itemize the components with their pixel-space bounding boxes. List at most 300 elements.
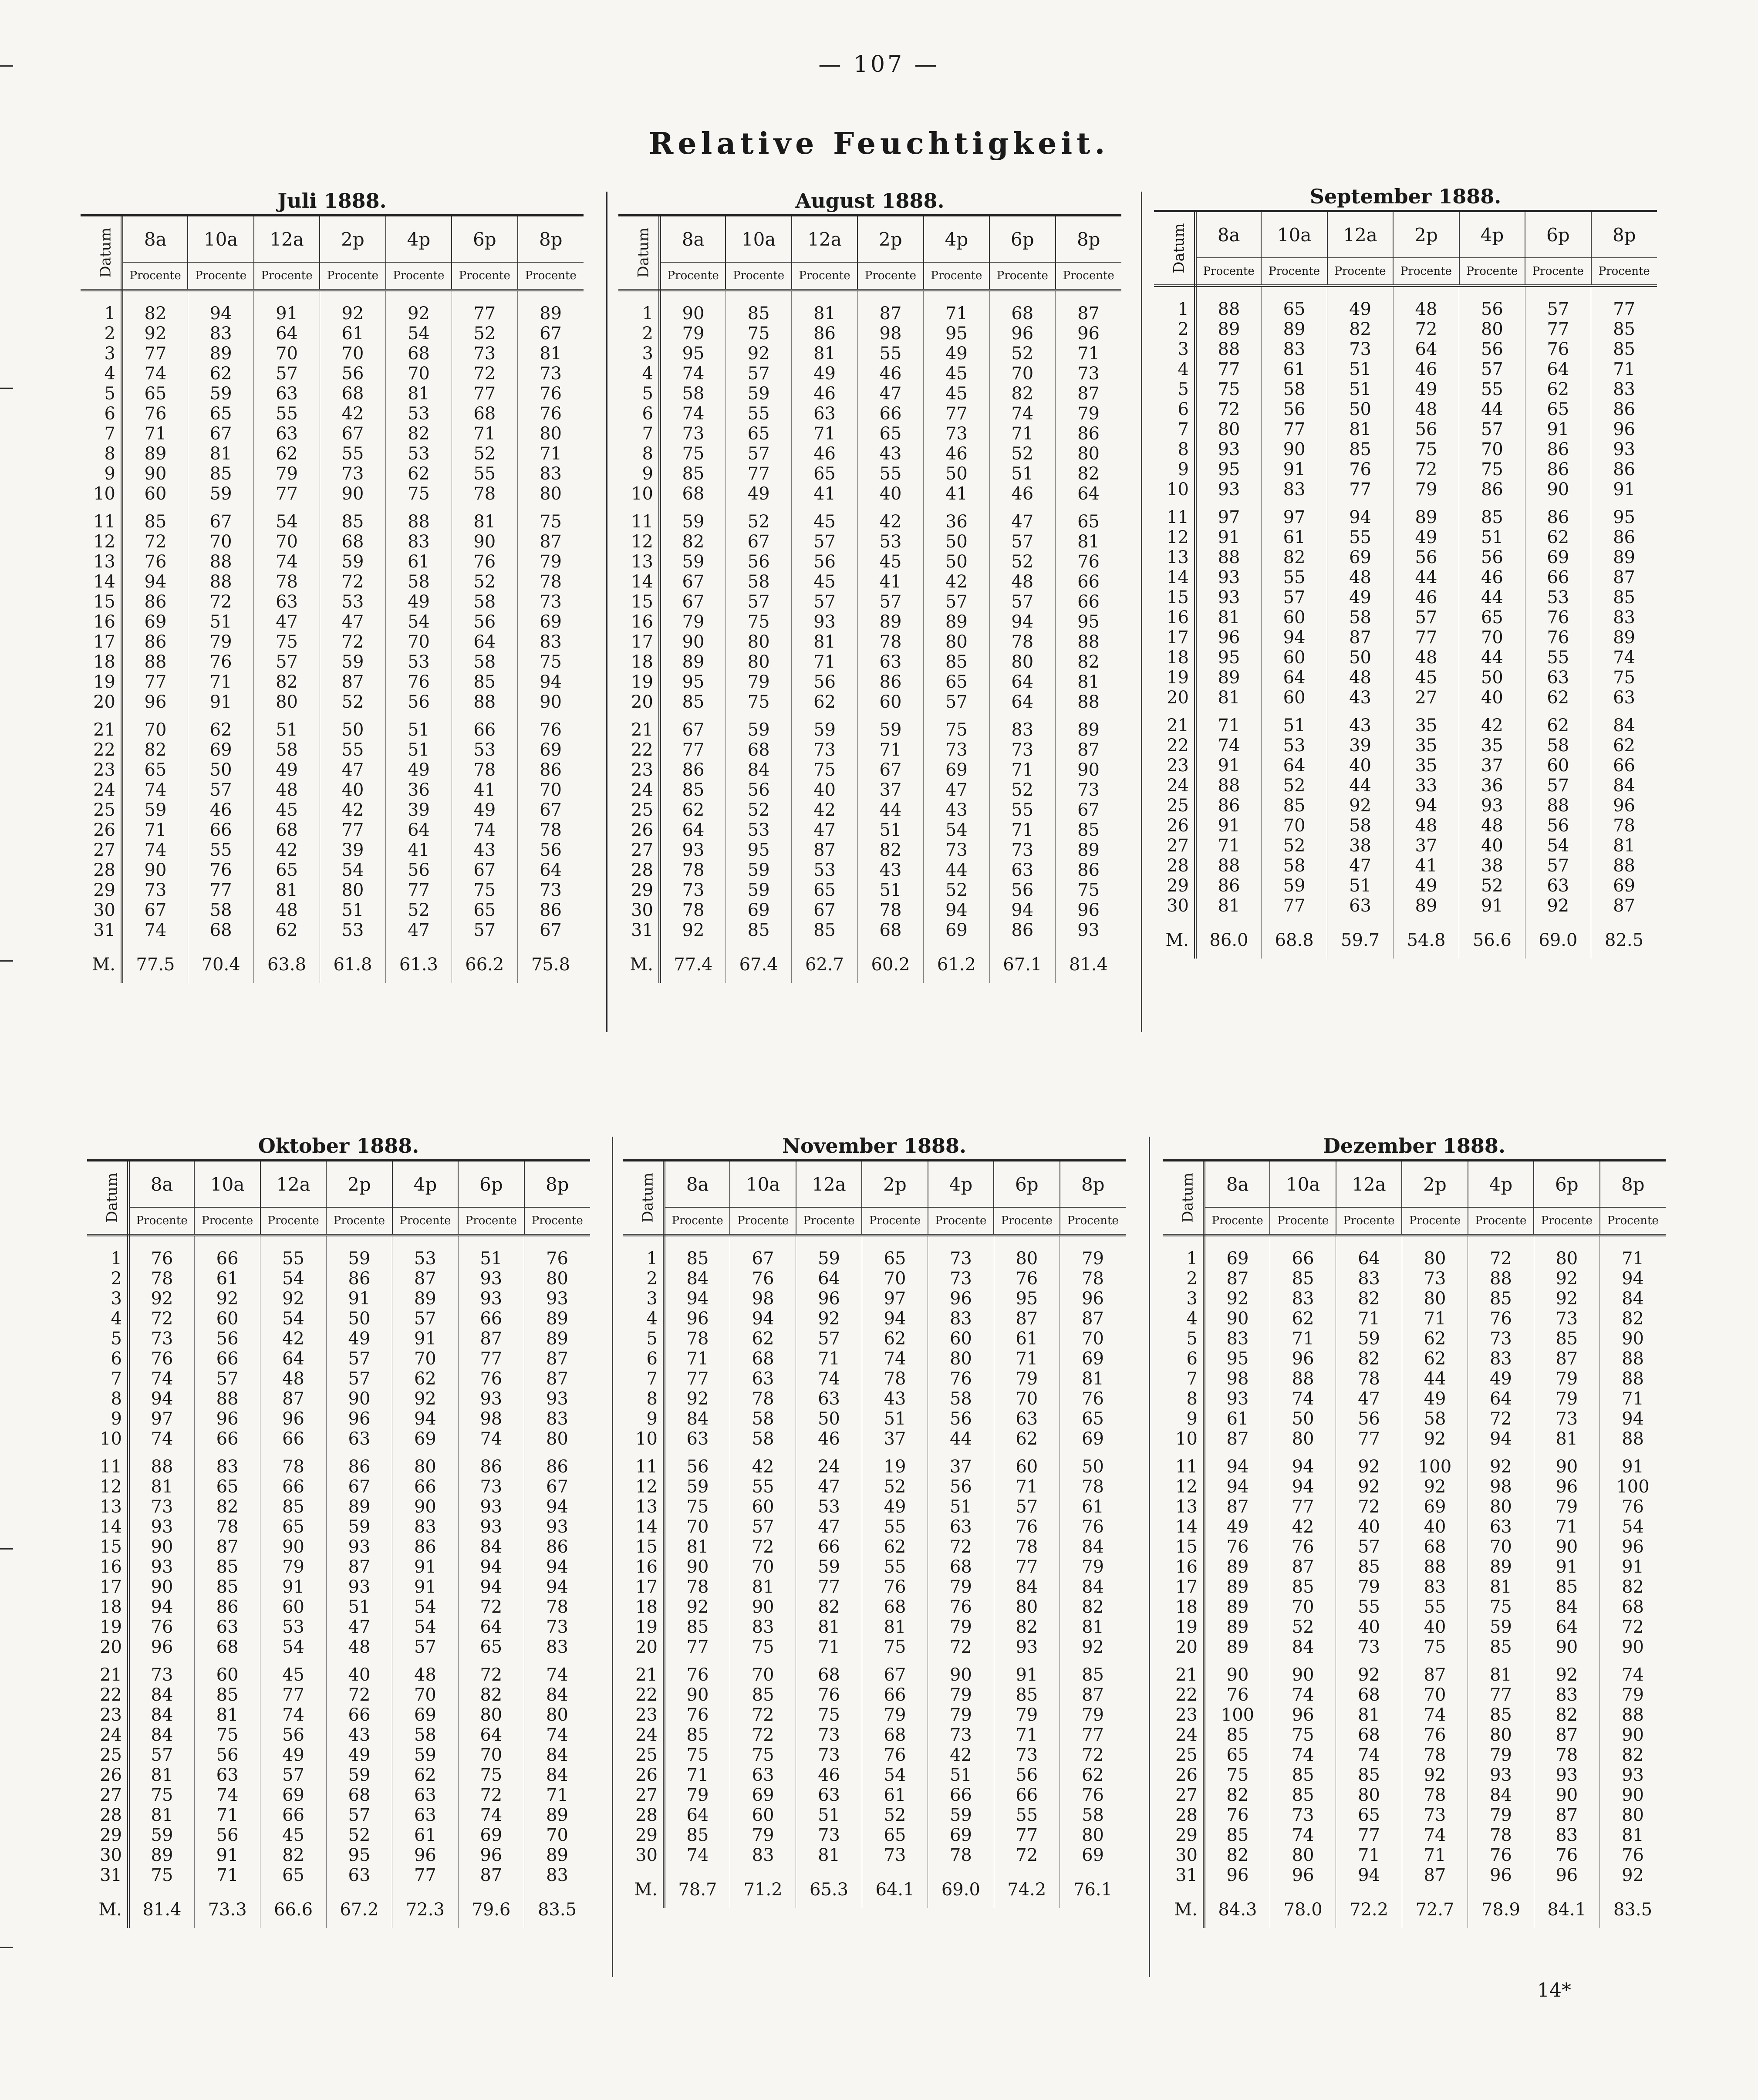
mean-value: 61.2 bbox=[924, 940, 989, 983]
day-number: 20 bbox=[623, 1637, 664, 1657]
humidity-value: 62 bbox=[254, 444, 320, 464]
mean-value: 67.2 bbox=[326, 1885, 392, 1928]
humidity-value: 71 bbox=[1195, 836, 1261, 856]
table-row bbox=[87, 1389, 590, 1409]
humidity-value: 69 bbox=[1402, 1497, 1468, 1517]
humidity-value: 94 bbox=[524, 1557, 590, 1577]
humidity-value: 77 bbox=[1327, 479, 1393, 500]
humidity-value: 64 bbox=[1056, 484, 1121, 504]
humidity-value: 82 bbox=[194, 1497, 260, 1517]
humidity-value: 74 bbox=[122, 364, 188, 384]
humidity-value: 85 bbox=[1591, 587, 1657, 608]
header-row-times bbox=[618, 216, 1121, 262]
humidity-value: 96 bbox=[1270, 1865, 1336, 1885]
humidity-value: 79 bbox=[1534, 1389, 1599, 1409]
humidity-value: 70 bbox=[862, 1269, 928, 1289]
humidity-value: 82 bbox=[1204, 1785, 1270, 1805]
day-number: 5 bbox=[81, 384, 122, 404]
humidity-value: 61 bbox=[994, 1329, 1060, 1349]
humidity-value: 52 bbox=[1261, 836, 1327, 856]
humidity-value: 44 bbox=[928, 1429, 994, 1449]
humidity-value: 94 bbox=[518, 672, 584, 692]
humidity-value: 89 bbox=[1591, 547, 1657, 567]
humidity-value: 86 bbox=[524, 1449, 590, 1477]
humidity-value: 85 bbox=[1270, 1269, 1336, 1289]
humidity-value: 96 bbox=[326, 1409, 392, 1429]
day-number: 7 bbox=[81, 424, 122, 444]
humidity-value: 95 bbox=[1204, 1349, 1270, 1369]
humidity-value: 85 bbox=[994, 1685, 1060, 1705]
table-row bbox=[87, 1825, 590, 1845]
unit-header: Procente bbox=[194, 1207, 260, 1235]
humidity-value: 74 bbox=[1270, 1745, 1336, 1765]
humidity-value: 59 bbox=[792, 712, 857, 740]
humidity-value: 76 bbox=[1060, 1389, 1126, 1409]
humidity-value: 95 bbox=[326, 1845, 392, 1865]
humidity-value: 80 bbox=[458, 1705, 524, 1725]
table-row bbox=[618, 612, 1121, 632]
humidity-value: 83 bbox=[1591, 608, 1657, 628]
humidity-value: 35 bbox=[1393, 756, 1459, 776]
humidity-value: 55 bbox=[1525, 648, 1591, 668]
unit-header: Procente bbox=[260, 1207, 326, 1235]
unit-header: Procente bbox=[1060, 1207, 1126, 1235]
humidity-value: 65 bbox=[188, 404, 253, 424]
humidity-value: 89 bbox=[1468, 1557, 1534, 1577]
humidity-value: 77 bbox=[1336, 1429, 1402, 1449]
humidity-value: 94 bbox=[458, 1577, 524, 1597]
humidity-value: 79 bbox=[1060, 1235, 1126, 1269]
humidity-value: 91 bbox=[1195, 816, 1261, 836]
humidity-value: 53 bbox=[386, 404, 452, 424]
table-row bbox=[81, 780, 584, 800]
table-row bbox=[1154, 736, 1657, 756]
humidity-value: 79 bbox=[1600, 1685, 1666, 1705]
humidity-value: 94 bbox=[1600, 1269, 1666, 1289]
table-row bbox=[618, 840, 1121, 860]
table-row bbox=[1163, 1235, 1666, 1269]
humidity-value: 96 bbox=[1060, 1289, 1126, 1309]
humidity-value: 56 bbox=[518, 840, 584, 860]
humidity-value: 59 bbox=[664, 1477, 730, 1497]
day-number: 23 bbox=[623, 1705, 664, 1725]
humidity-value: 52 bbox=[386, 900, 452, 920]
humidity-value: 93 bbox=[326, 1577, 392, 1597]
month-table-august bbox=[618, 187, 1121, 983]
humidity-value: 65 bbox=[122, 384, 188, 404]
day-number: 6 bbox=[1154, 399, 1195, 419]
humidity-value: 59 bbox=[1468, 1617, 1534, 1637]
table-row bbox=[1163, 1369, 1666, 1389]
humidity-value: 92 bbox=[664, 1597, 730, 1617]
mean-value: 84.3 bbox=[1204, 1885, 1270, 1928]
humidity-value: 57 bbox=[1525, 286, 1591, 319]
humidity-value: 82 bbox=[260, 1845, 326, 1865]
humidity-value: 89 bbox=[524, 1805, 590, 1825]
humidity-value: 57 bbox=[725, 364, 791, 384]
datum-label: Datum bbox=[639, 1172, 657, 1223]
humidity-value: 61 bbox=[320, 324, 385, 344]
humidity-value: 88 bbox=[122, 652, 188, 672]
humidity-value: 83 bbox=[1336, 1269, 1402, 1289]
humidity-value: 74 bbox=[254, 552, 320, 572]
humidity-value: 81 bbox=[128, 1477, 194, 1497]
humidity-value: 63 bbox=[1591, 688, 1657, 708]
humidity-value: 43 bbox=[326, 1725, 392, 1745]
humidity-value: 54 bbox=[260, 1309, 326, 1329]
humidity-value: 33 bbox=[1393, 776, 1459, 796]
humidity-value: 56 bbox=[194, 1825, 260, 1845]
time-header: 12a bbox=[1336, 1161, 1402, 1207]
humidity-value: 46 bbox=[857, 364, 923, 384]
humidity-value: 73 bbox=[1056, 364, 1121, 384]
humidity-value: 65 bbox=[194, 1477, 260, 1497]
humidity-value: 51 bbox=[857, 880, 923, 900]
day-number: 15 bbox=[87, 1537, 128, 1557]
humidity-value: 65 bbox=[924, 672, 989, 692]
day-number: 28 bbox=[81, 860, 122, 880]
humidity-value: 63 bbox=[994, 1409, 1060, 1429]
humidity-value: 86 bbox=[194, 1597, 260, 1617]
humidity-value: 63 bbox=[792, 404, 857, 424]
humidity-value: 76 bbox=[188, 860, 253, 880]
humidity-value: 85 bbox=[1591, 339, 1657, 359]
day-number: 3 bbox=[1163, 1289, 1204, 1309]
humidity-value: 41 bbox=[924, 484, 989, 504]
humidity-value: 74 bbox=[458, 1805, 524, 1825]
humidity-value: 71 bbox=[1195, 708, 1261, 736]
table-row bbox=[87, 1537, 590, 1557]
humidity-value: 80 bbox=[524, 1429, 590, 1449]
humidity-value: 87 bbox=[1402, 1865, 1468, 1885]
humidity-value: 65 bbox=[862, 1825, 928, 1845]
humidity-value: 49 bbox=[1393, 527, 1459, 547]
time-header: 8a bbox=[664, 1161, 730, 1207]
humidity-value: 89 bbox=[1393, 500, 1459, 527]
humidity-value: 57 bbox=[128, 1745, 194, 1765]
humidity-value: 86 bbox=[1459, 479, 1525, 500]
humidity-value: 51 bbox=[326, 1597, 392, 1617]
humidity-value: 73 bbox=[518, 364, 584, 384]
humidity-value: 58 bbox=[254, 740, 320, 760]
humidity-value: 73 bbox=[524, 1617, 590, 1637]
humidity-value: 77 bbox=[1261, 896, 1327, 916]
humidity-value: 53 bbox=[1525, 587, 1591, 608]
humidity-value: 67 bbox=[660, 592, 725, 612]
humidity-value: 91 bbox=[194, 1845, 260, 1865]
humidity-value: 73 bbox=[1468, 1329, 1534, 1349]
humidity-value: 68 bbox=[730, 1349, 796, 1369]
humidity-value: 86 bbox=[1591, 399, 1657, 419]
humidity-value: 64 bbox=[1534, 1617, 1599, 1637]
day-number: 23 bbox=[87, 1705, 128, 1725]
humidity-value: 66 bbox=[862, 1685, 928, 1705]
time-header: 8a bbox=[1195, 212, 1261, 258]
humidity-value: 77 bbox=[122, 672, 188, 692]
humidity-value: 75 bbox=[730, 1745, 796, 1765]
table-row bbox=[1163, 1845, 1666, 1865]
table-row bbox=[618, 464, 1121, 484]
time-header: 2p bbox=[326, 1161, 392, 1207]
humidity-value: 44 bbox=[1459, 399, 1525, 419]
humidity-value: 80 bbox=[1402, 1235, 1468, 1269]
humidity-value: 49 bbox=[254, 760, 320, 780]
day-number: 8 bbox=[81, 444, 122, 464]
day-number: 26 bbox=[1163, 1765, 1204, 1785]
humidity-value: 87 bbox=[194, 1537, 260, 1557]
time-header: 2p bbox=[857, 216, 923, 262]
humidity-value: 58 bbox=[188, 900, 253, 920]
humidity-value: 79 bbox=[1060, 1705, 1126, 1725]
humidity-value: 51 bbox=[1327, 379, 1393, 399]
table-row bbox=[618, 552, 1121, 572]
humidity-value: 44 bbox=[924, 860, 989, 880]
humidity-value: 90 bbox=[1204, 1657, 1270, 1685]
humidity-value: 52 bbox=[989, 780, 1055, 800]
table-row bbox=[623, 1517, 1126, 1537]
humidity-value: 74 bbox=[458, 1429, 524, 1449]
day-number: 26 bbox=[81, 820, 122, 840]
humidity-value: 71 bbox=[994, 1725, 1060, 1745]
humidity-value: 79 bbox=[928, 1685, 994, 1705]
humidity-value: 94 bbox=[1204, 1477, 1270, 1497]
day-number: 15 bbox=[623, 1537, 664, 1557]
table-row bbox=[81, 344, 584, 364]
humidity-value: 66 bbox=[1270, 1235, 1336, 1269]
day-number: 25 bbox=[1154, 796, 1195, 816]
humidity-value: 75 bbox=[1204, 1765, 1270, 1785]
table-row bbox=[81, 652, 584, 672]
humidity-value: 71 bbox=[796, 1349, 862, 1369]
humidity-value: 56 bbox=[194, 1745, 260, 1765]
humidity-value: 87 bbox=[392, 1269, 458, 1289]
humidity-value: 55 bbox=[1336, 1597, 1402, 1617]
humidity-value: 79 bbox=[518, 552, 584, 572]
humidity-value: 85 bbox=[1591, 319, 1657, 339]
humidity-value: 76 bbox=[994, 1269, 1060, 1289]
humidity-value: 63 bbox=[392, 1785, 458, 1805]
humidity-value: 87 bbox=[458, 1865, 524, 1885]
humidity-value: 68 bbox=[188, 920, 253, 940]
humidity-value: 85 bbox=[1459, 500, 1525, 527]
humidity-value: 89 bbox=[1204, 1637, 1270, 1657]
humidity-value: 56 bbox=[792, 672, 857, 692]
humidity-value: 60 bbox=[1261, 608, 1327, 628]
humidity-value: 47 bbox=[254, 612, 320, 632]
table-row bbox=[623, 1497, 1126, 1517]
humidity-value: 75 bbox=[1459, 459, 1525, 479]
table-row bbox=[81, 900, 584, 920]
table-row bbox=[618, 800, 1121, 820]
humidity-value: 53 bbox=[725, 820, 791, 840]
humidity-value: 96 bbox=[122, 692, 188, 712]
humidity-value: 72 bbox=[326, 1685, 392, 1705]
table-row bbox=[81, 324, 584, 344]
humidity-value: 92 bbox=[1402, 1765, 1468, 1785]
humidity-value: 40 bbox=[1459, 688, 1525, 708]
humidity-value: 78 bbox=[664, 1577, 730, 1597]
humidity-value: 57 bbox=[326, 1805, 392, 1825]
humidity-value: 70 bbox=[386, 364, 452, 384]
humidity-value: 80 bbox=[1600, 1805, 1666, 1825]
humidity-value: 53 bbox=[320, 592, 385, 612]
unit-header: Procente bbox=[857, 262, 923, 290]
humidity-value: 96 bbox=[1600, 1537, 1666, 1557]
humidity-value: 76 bbox=[188, 652, 253, 672]
humidity-value: 56 bbox=[725, 552, 791, 572]
humidity-table bbox=[623, 1161, 1126, 1908]
humidity-value: 76 bbox=[664, 1705, 730, 1725]
unit-header: Procente bbox=[664, 1207, 730, 1235]
day-number: 22 bbox=[623, 1685, 664, 1705]
day-number: 2 bbox=[623, 1269, 664, 1289]
humidity-value: 72 bbox=[458, 1785, 524, 1805]
unit-header: Procente bbox=[1591, 258, 1657, 286]
humidity-value: 72 bbox=[1393, 459, 1459, 479]
humidity-value: 62 bbox=[392, 1765, 458, 1785]
humidity-value: 47 bbox=[1327, 856, 1393, 876]
table-row bbox=[81, 840, 584, 860]
day-number: 1 bbox=[618, 290, 660, 324]
unit-header: Procente bbox=[518, 262, 584, 290]
humidity-value: 73 bbox=[122, 880, 188, 900]
table-row bbox=[87, 1685, 590, 1705]
humidity-value: 86 bbox=[1525, 500, 1591, 527]
day-number: 30 bbox=[618, 900, 660, 920]
humidity-value: 81 bbox=[1534, 1429, 1599, 1449]
humidity-value: 67 bbox=[518, 324, 584, 344]
humidity-value: 85 bbox=[320, 504, 385, 532]
humidity-value: 93 bbox=[458, 1269, 524, 1289]
humidity-value: 49 bbox=[792, 364, 857, 384]
day-number: 26 bbox=[623, 1765, 664, 1785]
humidity-value: 72 bbox=[320, 572, 385, 592]
humidity-value: 60 bbox=[1261, 648, 1327, 668]
humidity-value: 94 bbox=[122, 572, 188, 592]
humidity-value: 76 bbox=[1204, 1805, 1270, 1825]
humidity-value: 80 bbox=[1195, 419, 1261, 439]
humidity-value: 78 bbox=[128, 1269, 194, 1289]
humidity-value: 61 bbox=[392, 1825, 458, 1845]
humidity-value: 79 bbox=[928, 1577, 994, 1597]
humidity-value: 77 bbox=[660, 740, 725, 760]
humidity-value: 96 bbox=[1468, 1865, 1534, 1885]
humidity-value: 53 bbox=[857, 532, 923, 552]
day-number: 16 bbox=[618, 612, 660, 632]
humidity-value: 76 bbox=[1600, 1845, 1666, 1865]
time-header: 4p bbox=[924, 216, 989, 262]
day-number: 30 bbox=[1163, 1845, 1204, 1865]
humidity-value: 56 bbox=[1459, 547, 1525, 567]
humidity-value: 85 bbox=[1270, 1577, 1336, 1597]
humidity-value: 70 bbox=[664, 1517, 730, 1537]
humidity-value: 65 bbox=[458, 1637, 524, 1657]
humidity-value: 65 bbox=[862, 1235, 928, 1269]
mean-row bbox=[618, 940, 1121, 983]
humidity-value: 82 bbox=[1600, 1577, 1666, 1597]
humidity-value: 55 bbox=[320, 444, 385, 464]
humidity-value: 63 bbox=[254, 592, 320, 612]
humidity-value: 45 bbox=[924, 364, 989, 384]
humidity-value: 76 bbox=[1204, 1685, 1270, 1705]
header-row-times bbox=[1154, 212, 1657, 258]
humidity-value: 88 bbox=[1270, 1369, 1336, 1389]
table-row bbox=[618, 484, 1121, 504]
humidity-value: 51 bbox=[862, 1409, 928, 1429]
humidity-value: 57 bbox=[730, 1517, 796, 1537]
humidity-value: 96 bbox=[260, 1409, 326, 1429]
humidity-value: 90 bbox=[326, 1389, 392, 1409]
mean-value: 63.8 bbox=[254, 940, 320, 983]
day-number: 4 bbox=[81, 364, 122, 384]
humidity-value: 77 bbox=[1261, 419, 1327, 439]
humidity-value: 55 bbox=[1261, 567, 1327, 587]
humidity-value: 78 bbox=[254, 572, 320, 592]
header-row-times bbox=[1163, 1161, 1666, 1207]
table-row bbox=[87, 1329, 590, 1349]
humidity-value: 52 bbox=[320, 692, 385, 712]
day-number: 11 bbox=[1154, 500, 1195, 527]
table-row bbox=[1163, 1349, 1666, 1369]
humidity-value: 73 bbox=[320, 464, 385, 484]
humidity-value: 71 bbox=[989, 820, 1055, 840]
humidity-value: 46 bbox=[796, 1765, 862, 1785]
day-number: 7 bbox=[1163, 1369, 1204, 1389]
humidity-value: 57 bbox=[188, 780, 253, 800]
humidity-value: 56 bbox=[320, 364, 385, 384]
humidity-value: 51 bbox=[1261, 708, 1327, 736]
humidity-value: 57 bbox=[1393, 608, 1459, 628]
humidity-value: 78 bbox=[452, 484, 517, 504]
humidity-value: 64 bbox=[1393, 339, 1459, 359]
day-number: 21 bbox=[618, 712, 660, 740]
humidity-value: 59 bbox=[392, 1745, 458, 1765]
humidity-value: 60 bbox=[1261, 688, 1327, 708]
humidity-value: 63 bbox=[254, 424, 320, 444]
humidity-value: 73 bbox=[989, 740, 1055, 760]
time-header: 4p bbox=[392, 1161, 458, 1207]
datum-label: Datum bbox=[97, 227, 115, 278]
humidity-value: 94 bbox=[128, 1597, 194, 1617]
day-number: 20 bbox=[1154, 688, 1195, 708]
table-row bbox=[87, 1269, 590, 1289]
humidity-value: 67 bbox=[857, 760, 923, 780]
day-number: 29 bbox=[81, 880, 122, 900]
header-row-times bbox=[623, 1161, 1126, 1207]
table-row bbox=[1154, 896, 1657, 916]
humidity-value: 57 bbox=[1459, 359, 1525, 379]
humidity-value: 74 bbox=[1195, 736, 1261, 756]
humidity-value: 46 bbox=[989, 484, 1055, 504]
humidity-value: 92 bbox=[660, 920, 725, 940]
humidity-value: 66 bbox=[1056, 572, 1121, 592]
humidity-value: 42 bbox=[254, 840, 320, 860]
table-row bbox=[87, 1745, 590, 1765]
time-header: 8p bbox=[1056, 216, 1121, 262]
table-row bbox=[81, 572, 584, 592]
humidity-value: 85 bbox=[792, 920, 857, 940]
humidity-value: 42 bbox=[260, 1329, 326, 1349]
humidity-value: 56 bbox=[1261, 399, 1327, 419]
margin-mark bbox=[0, 388, 13, 389]
humidity-value: 90 bbox=[664, 1557, 730, 1577]
humidity-value: 90 bbox=[1204, 1309, 1270, 1329]
humidity-value: 73 bbox=[928, 1725, 994, 1745]
day-number: 7 bbox=[1154, 419, 1195, 439]
humidity-value: 48 bbox=[1393, 286, 1459, 319]
humidity-value: 100 bbox=[1402, 1449, 1468, 1477]
mean-value: 64.1 bbox=[862, 1865, 928, 1908]
